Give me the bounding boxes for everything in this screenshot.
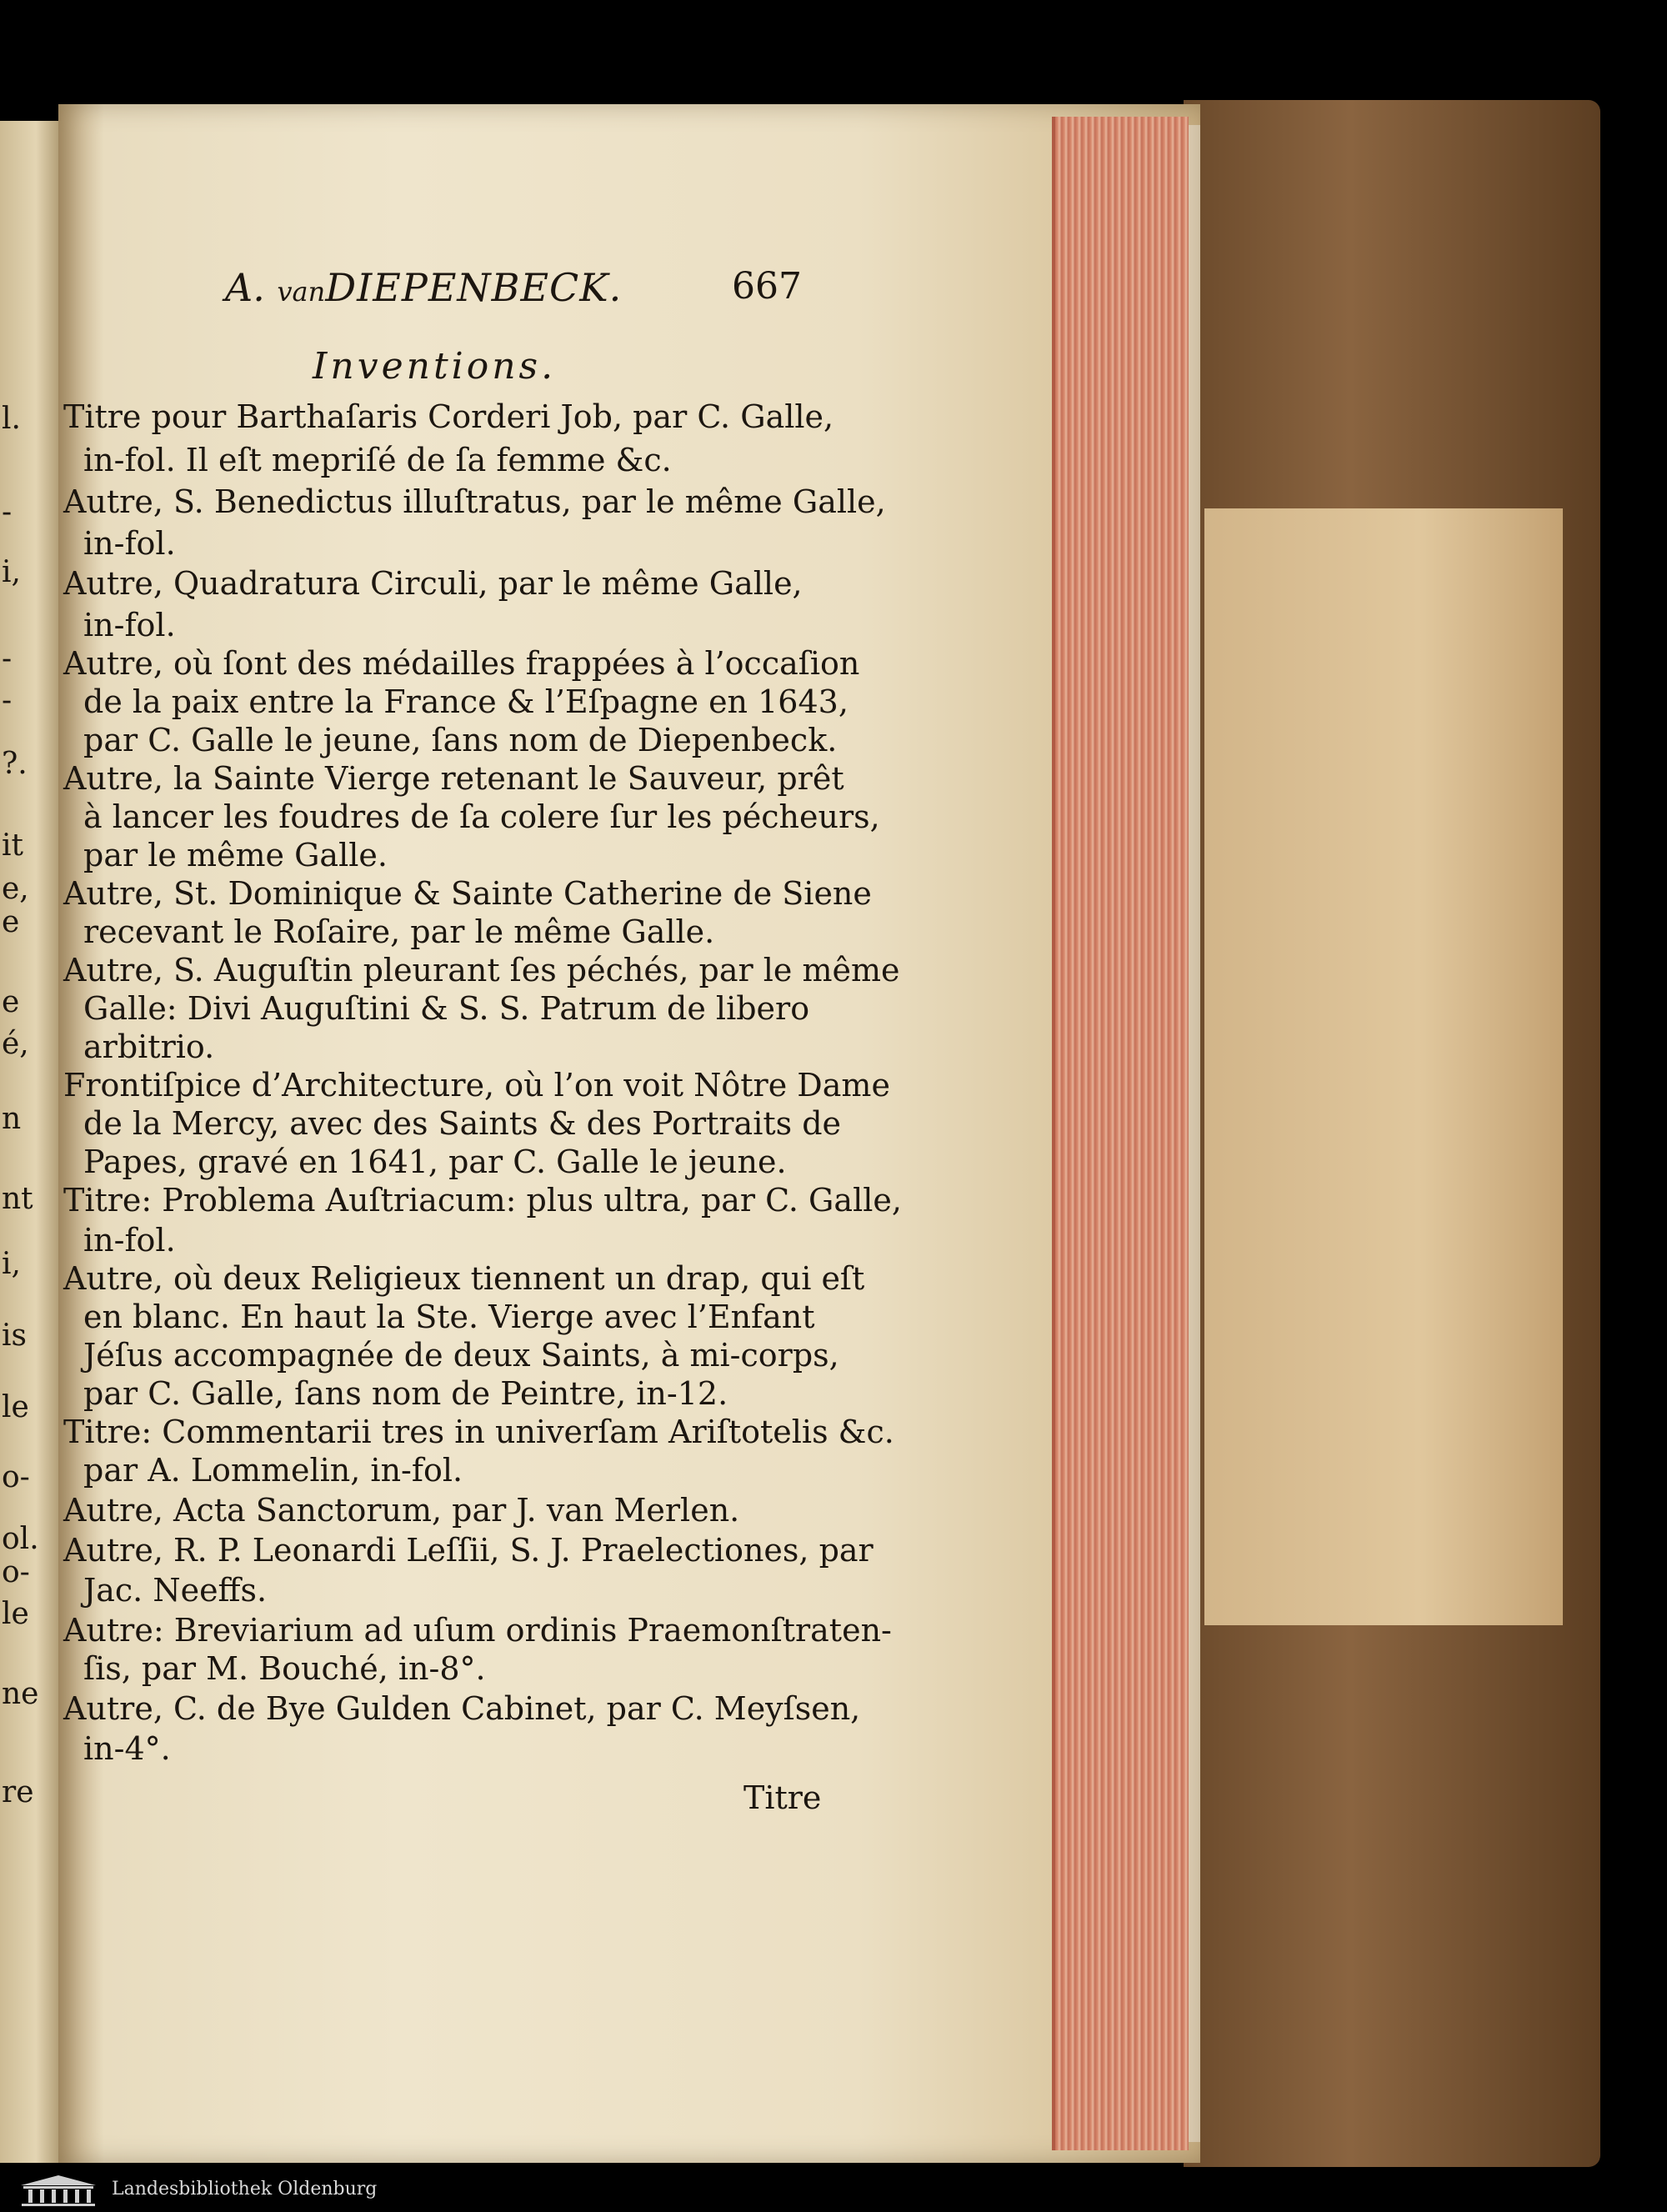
library-logo-icon — [17, 2174, 100, 2207]
text-line: in-fol. Il eſt mepriſé de ſa femme &c. — [83, 442, 672, 478]
left-page-fragment: e, — [2, 872, 29, 906]
running-title-van: van — [277, 276, 326, 308]
text-line: in-fol. — [83, 525, 176, 562]
left-page-fragment: ol. — [2, 1522, 39, 1556]
left-page-fragment: i, — [2, 555, 21, 589]
text-line: de la Mercy, avec des Saints & des Portraits de — [83, 1105, 842, 1142]
text-line: Autre, R. P. Leonardi Leſſii, S. J. Praelectiones, par — [63, 1532, 874, 1569]
left-page-fragment: ne — [2, 1677, 39, 1711]
text-line: Autre, où deux Religieux tiennent un drap, qui eſt — [63, 1260, 865, 1297]
text-line: Autre, S. Auguſtin pleurant ſes péchés, par le même — [63, 952, 900, 988]
text-line: in-fol. — [83, 607, 176, 643]
left-page-fragment: re — [2, 1775, 34, 1809]
text-line: Titre pour Barthaſaris Corderi Job, par C. Galle, — [63, 398, 834, 435]
text-line: Titre: Problema Auſtriacum: plus ultra, par C. Galle, — [63, 1182, 902, 1219]
left-page-fragment: n — [2, 1102, 22, 1136]
text-line: Autre, St. Dominique & Sainte Catherine de Siene — [63, 875, 872, 912]
text-line: Galle: Divi Auguſtini & S. S. Patrum de libero — [83, 990, 810, 1027]
text-line: Autre: Breviarium ad uſum ordinis Praemonſtraten- — [63, 1612, 892, 1649]
left-page-fragment: it — [2, 828, 23, 863]
text-line: Papes, gravé en 1641, par C. Galle le jeune. — [83, 1144, 787, 1180]
text-line: Autre, S. Benedictus illuſtratus, par le même Galle, — [63, 483, 886, 520]
running-title-name: DIEPENBECK. — [325, 265, 623, 310]
running-title-initial: A. — [225, 265, 265, 310]
text-line: par C. Galle le jeune, ſans nom de Diepenbeck. — [83, 722, 838, 758]
text-line: à lancer les foudres de ſa colere ſur les pécheurs, — [83, 798, 880, 835]
left-page-fragment: é, — [2, 1027, 29, 1061]
text-line: Jac. Neeffs. — [83, 1572, 268, 1609]
text-line: par C. Galle, ſans nom de Peintre, in-12. — [83, 1375, 728, 1412]
text-line: Autre, Acta Sanctorum, par J. van Merlen. — [63, 1492, 740, 1529]
text-line: ſis, par M. Bouché, in-8°. — [83, 1650, 486, 1687]
text-line: par le même Galle. — [83, 837, 388, 873]
text-line: Autre, où ſont des médailles frappées à l’occaſion — [63, 645, 860, 682]
text-line: Autre, la Sainte Vierge retenant le Sauveur, prêt — [63, 760, 844, 797]
text-line: arbitrio. — [83, 1028, 215, 1065]
left-page-fragment: - — [2, 642, 13, 676]
text-line: Autre, Quadratura Circuli, par le même Galle, — [63, 565, 803, 602]
page-edges-red — [1052, 117, 1189, 2150]
text-line: in-fol. — [83, 1222, 176, 1259]
left-page-fragment: i, — [2, 1247, 21, 1281]
text-line: Titre: Commentarii tres in univerſam Ariſtotelis &c. — [63, 1414, 894, 1450]
left-page-fragment: ?. — [2, 747, 28, 781]
text-line: recevant le Roſaire, par le même Galle. — [83, 913, 715, 950]
left-page-fragment: - — [2, 495, 13, 529]
page-number: 667 — [732, 265, 802, 308]
text-line: Frontiſpice d’Architecture, où l’on voit Nôtre Dame — [63, 1067, 890, 1103]
text-line: Jéſus accompagnée de deux Saints, à mi-corps, — [83, 1337, 839, 1374]
text-line: in-4°. — [83, 1730, 171, 1767]
left-page-fragment: o- — [2, 1460, 30, 1494]
text-line: par A. Lommelin, in-fol. — [83, 1452, 463, 1489]
running-title — [225, 265, 622, 310]
left-page-fragment: - — [2, 683, 13, 718]
catchword: Titre — [743, 1779, 822, 1816]
section-title: Inventions. — [313, 345, 557, 388]
left-page-fragment: o- — [2, 1555, 30, 1589]
text-line: Autre, C. de Bye Gulden Cabinet, par C. Meyſsen, — [63, 1690, 861, 1727]
left-page-fragment: le — [2, 1597, 29, 1631]
text-line: de la paix entre la France & l’Eſpagne en 1643, — [83, 683, 849, 720]
left-page-fragment: le — [2, 1390, 29, 1424]
text-line: en blanc. En haut la Ste. Vierge avec l’Enfant — [83, 1299, 815, 1335]
left-page-fragment: l. — [2, 402, 21, 436]
library-name: Landesbibliothek Oldenburg — [112, 2179, 378, 2199]
left-page-fragment: e — [2, 985, 20, 1019]
left-page-fragment: e — [2, 905, 20, 939]
left-page-fragment: nt — [2, 1182, 33, 1216]
book-cover-inner — [1204, 508, 1563, 1625]
left-page-fragment: is — [2, 1319, 27, 1353]
